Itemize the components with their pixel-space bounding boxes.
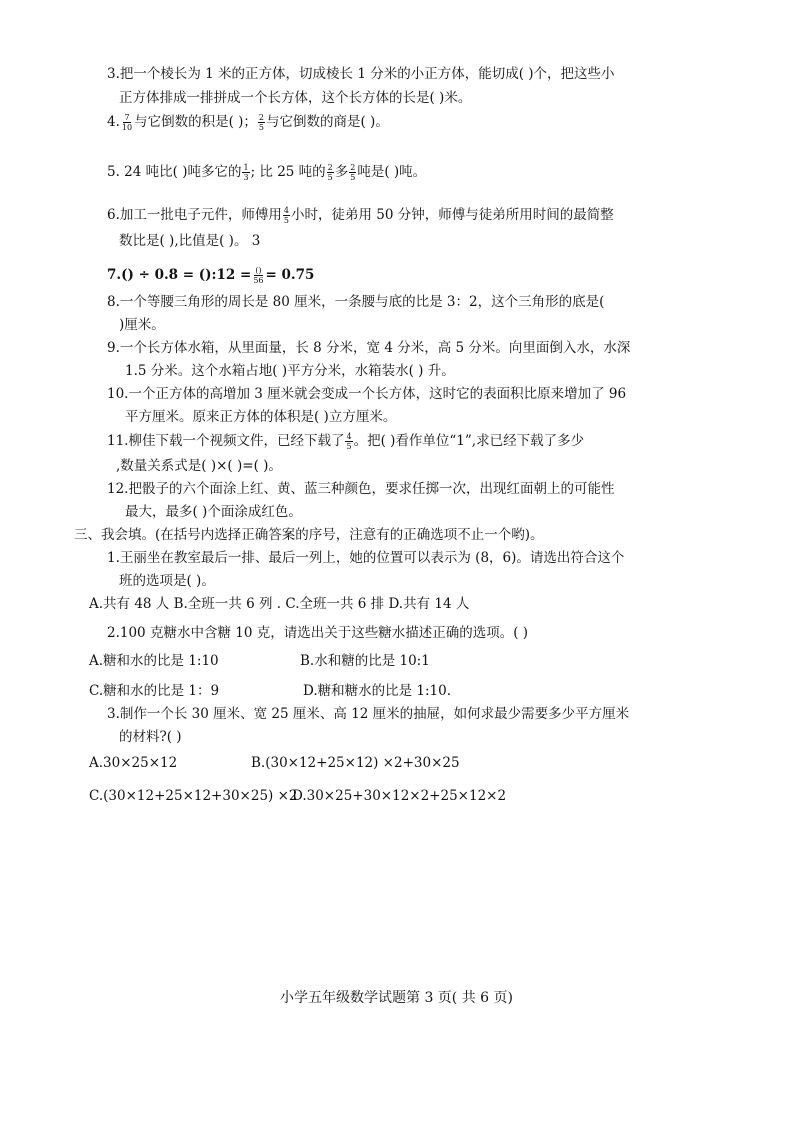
q5-fraction-2: $\frac{2}{5}$ [327, 163, 333, 182]
q4-fraction-1: $\frac{7}{10}$ [121, 113, 133, 132]
q4-line [107, 112, 389, 132]
m1-line2: 班的选项是( )。 [119, 573, 215, 589]
q5-part1: 5. 24 吨比( )吨多它的 [107, 164, 242, 180]
q9-line2: 1.5 分米。这个水箱占地( )平方分米，水箱装水( ) 升。 [125, 363, 455, 379]
m3-option-c: C.(30×12+25×12+30×25) ×2 [89, 788, 298, 804]
q6-fraction: $\frac{4}{5}$ [283, 206, 289, 225]
q11-line2: ,数量关系式是( )×( )=( )。 [116, 458, 282, 474]
q5-part4: 吨是( )吨。 [357, 164, 427, 180]
q9-line1: 9.一个长方体水箱，从里面量，长 8 分米，宽 4 分米，高 5 分米。向里面倒入水，水深 [107, 340, 631, 356]
page-footer: 小学五年级数学试题第 3 页( 共 6 页) [280, 990, 513, 1006]
q3-line2: 正方体排成一排拼成一个长方体，这个长方体的长是( )米。 [119, 90, 472, 106]
q8-line1: 8.一个等腰三角形的周长是 80 厘米，一条腰与底的比是 3：2，这个三角形的底是( [107, 294, 605, 310]
q8-line2: )厘米。 [119, 317, 165, 333]
q12-line2: 最大，最多( )个面涂成红色。 [125, 504, 302, 520]
m2-option-a: A.糖和水的比是 1:10 [89, 653, 219, 669]
q5-fraction-1: $\frac{1}{3}$ [243, 163, 249, 182]
q7-part2: = 0.75 [265, 267, 315, 283]
q6-line2: 数比是( ),比值是( )。 3 [119, 233, 261, 249]
m3-line1: 3.制作一个长 30 厘米、宽 25 厘米、高 12 厘米的抽屉，如何求最少需要多少平方厘米 [107, 706, 630, 722]
q5-part3: 多 [334, 164, 349, 180]
m3-option-b: B.(30×12+25×12) ×2+30×25 [251, 755, 460, 771]
q4-suffix: 与它倒数的商是( )。 [266, 114, 389, 130]
q10-line1: 10.一个正方体的高增加 3 厘米就会变成一个长方体，这时它的表面积比原来增加了 96 [107, 386, 627, 402]
m2-option-d: D.糖和糖水的比是 1:10. [303, 683, 452, 699]
m1-line1: 1.王丽坐在教室最后一排、最后一列上，她的位置可以表示为 (8，6)。请选出符合这个 [107, 550, 625, 566]
q5-part2: ; 比 25 吨的 [250, 164, 326, 180]
q6-part1: 6.加工一批电子元件，师傅用 [107, 207, 282, 223]
m2-line1: 2.100 克糖水中含糖 10 克，请选出关于这些糖水描述正确的选项。( ) [107, 625, 529, 641]
m1-options: A.共有 48 人 B.全班一共 6 列 . C.全班一共 6 排 D.共有 14 人 [89, 596, 470, 612]
m3-option-a: A.30×25×12 [89, 755, 178, 771]
q7-part1: 7.() ÷ 0.8 = ():12 = [107, 267, 252, 283]
q4-fraction-2: $\frac{2}{5}$ [258, 113, 264, 132]
m3-line2: 的材料?( ) [119, 729, 182, 745]
q7-line [107, 265, 314, 285]
q4-prefix: 4. [107, 114, 120, 130]
q11-line1 [107, 431, 584, 451]
section-3-heading: 三、我会填。(在括号内选择正确答案的序号，注意有的正确选项不止一个哟)。 [74, 527, 544, 543]
q10-line2: 平方厘米。原来正方体的体积是( )立方厘米。 [125, 409, 397, 425]
q11-part1: 11.柳佳下载一个视频文件，已经下载了 [107, 433, 345, 449]
q11-fraction: $\frac{4}{5}$ [346, 432, 352, 451]
m2-option-b: B.水和糖的比是 10:1 [300, 653, 430, 669]
m3-option-d: D.30×25+30×12×2+25×12×2 [292, 788, 507, 804]
q6-part2: 小时，徒弟用 50 分钟，师傅与徒弟所用时间的最简整 [290, 207, 614, 223]
q11-part2: 。把( )看作单位“1”,求已经下载了多少 [353, 433, 585, 449]
q5-fraction-3: $\frac{2}{5}$ [350, 163, 356, 182]
q7-fraction: $\frac{()}{56}$ [253, 266, 264, 285]
q4-mid: 与它倒数的积是( )； [134, 114, 257, 130]
q12-line1: 12.把骰子的六个面涂上红、黄、蓝三种颜色，要求任掷一次，出现红面朝上的可能性 [107, 481, 615, 497]
q5-line [107, 162, 426, 182]
q3-line1: 3.把一个棱长为 1 米的正方体，切成棱长 1 分米的小正方体，能切成( )个，把这些小 [107, 66, 615, 82]
m2-option-c: C.糖和水的比是 1：9 [89, 683, 220, 699]
q6-line1 [107, 205, 614, 225]
